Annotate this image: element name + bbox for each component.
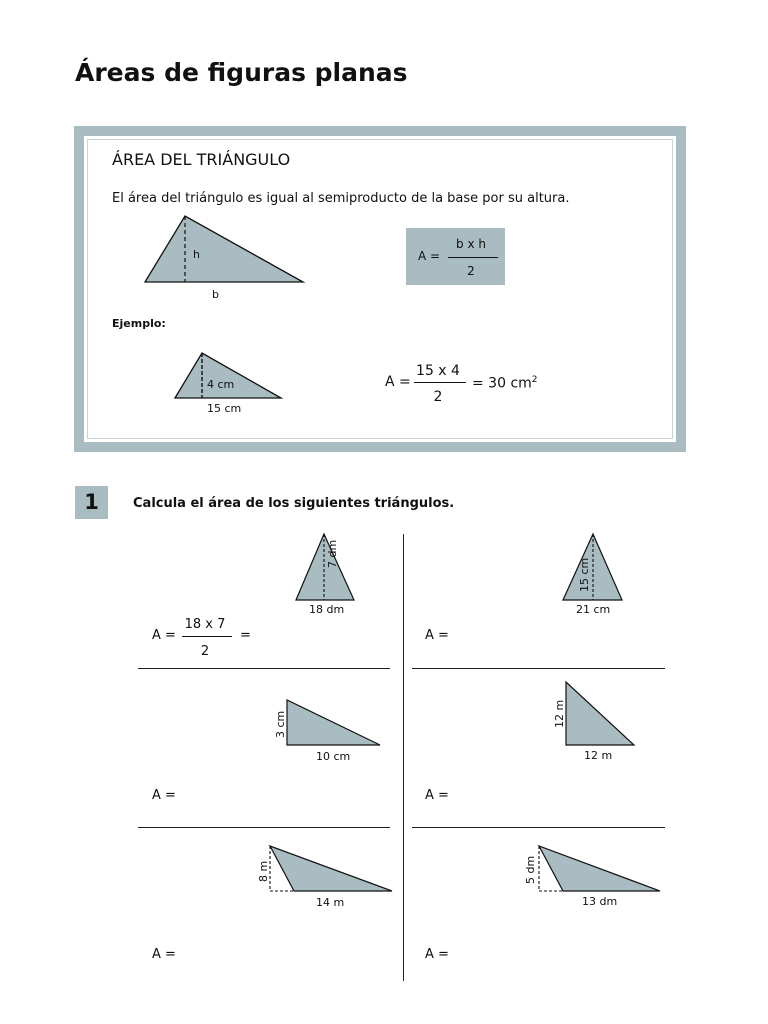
- example-result-text: = 30 cm: [472, 375, 532, 392]
- diagram-height-label: h: [193, 248, 200, 261]
- page-title: Áreas de figuras planas: [75, 58, 408, 87]
- formula-lhs: A =: [418, 249, 441, 263]
- example-denominator: 2: [433, 389, 443, 405]
- box-description: El área del triángulo es igual al semiproducto de la base por su altura.: [112, 191, 570, 206]
- box-title: ÁREA DEL TRIÁNGULO: [112, 150, 291, 169]
- triangle-5-base-label: 14 m: [316, 896, 345, 909]
- answer-5-lhs: A =: [152, 947, 176, 962]
- triangle-6-base-label: 13 dm: [582, 895, 618, 908]
- answer-6-lhs: A =: [425, 947, 449, 962]
- example-result-exponent: 2: [531, 375, 538, 385]
- exercise-instruction: Calcula el área de los siguientes triángulos.: [133, 496, 455, 511]
- example-base-label: 15 cm: [207, 402, 242, 415]
- triangle-6: [539, 846, 660, 891]
- triangle-2-base-label: 21 cm: [576, 603, 611, 616]
- formula-numerator: b x h: [456, 237, 486, 251]
- triangle-3: [287, 700, 380, 745]
- answer-1-fraction-bar: [182, 636, 232, 637]
- answer-2-lhs: A =: [425, 628, 449, 643]
- triangle-3-height-label: 3 cm: [274, 710, 287, 738]
- answer-4-lhs: A =: [425, 788, 449, 803]
- triangle-3-base-label: 10 cm: [316, 750, 351, 763]
- diagram-base-label: b: [212, 288, 219, 301]
- answer-3-lhs: A =: [152, 788, 176, 803]
- triangle-2-height-label: 15 cm: [578, 557, 591, 592]
- triangle-5-height-label: 8 m: [257, 860, 270, 882]
- triangle-4-base-label: 12 m: [584, 749, 613, 762]
- triangle-4-height-label: 12 m: [553, 699, 566, 728]
- answer-1-trailing: =: [240, 628, 251, 643]
- triangle-1-height-label: 7 dm: [326, 539, 339, 568]
- triangle-5: [270, 846, 392, 891]
- exercise-number-badge: 1: [75, 486, 108, 519]
- answer-1-lhs: A =: [152, 628, 176, 643]
- example-lhs: A =: [385, 374, 411, 390]
- triangle-1-base-label: 18 dm: [309, 603, 345, 616]
- example-label: Ejemplo:: [112, 317, 166, 330]
- example-numerator: 15 x 4: [416, 363, 460, 379]
- triangle-6-height-label: 5 dm: [524, 855, 537, 884]
- example-height-label: 4 cm: [207, 378, 235, 391]
- triangle-4: [566, 682, 634, 745]
- answer-1-numerator: 18 x 7: [184, 617, 226, 632]
- answer-1-denominator: 2: [200, 644, 210, 659]
- formula-denominator: 2: [467, 264, 475, 278]
- triangle-1: [296, 534, 354, 600]
